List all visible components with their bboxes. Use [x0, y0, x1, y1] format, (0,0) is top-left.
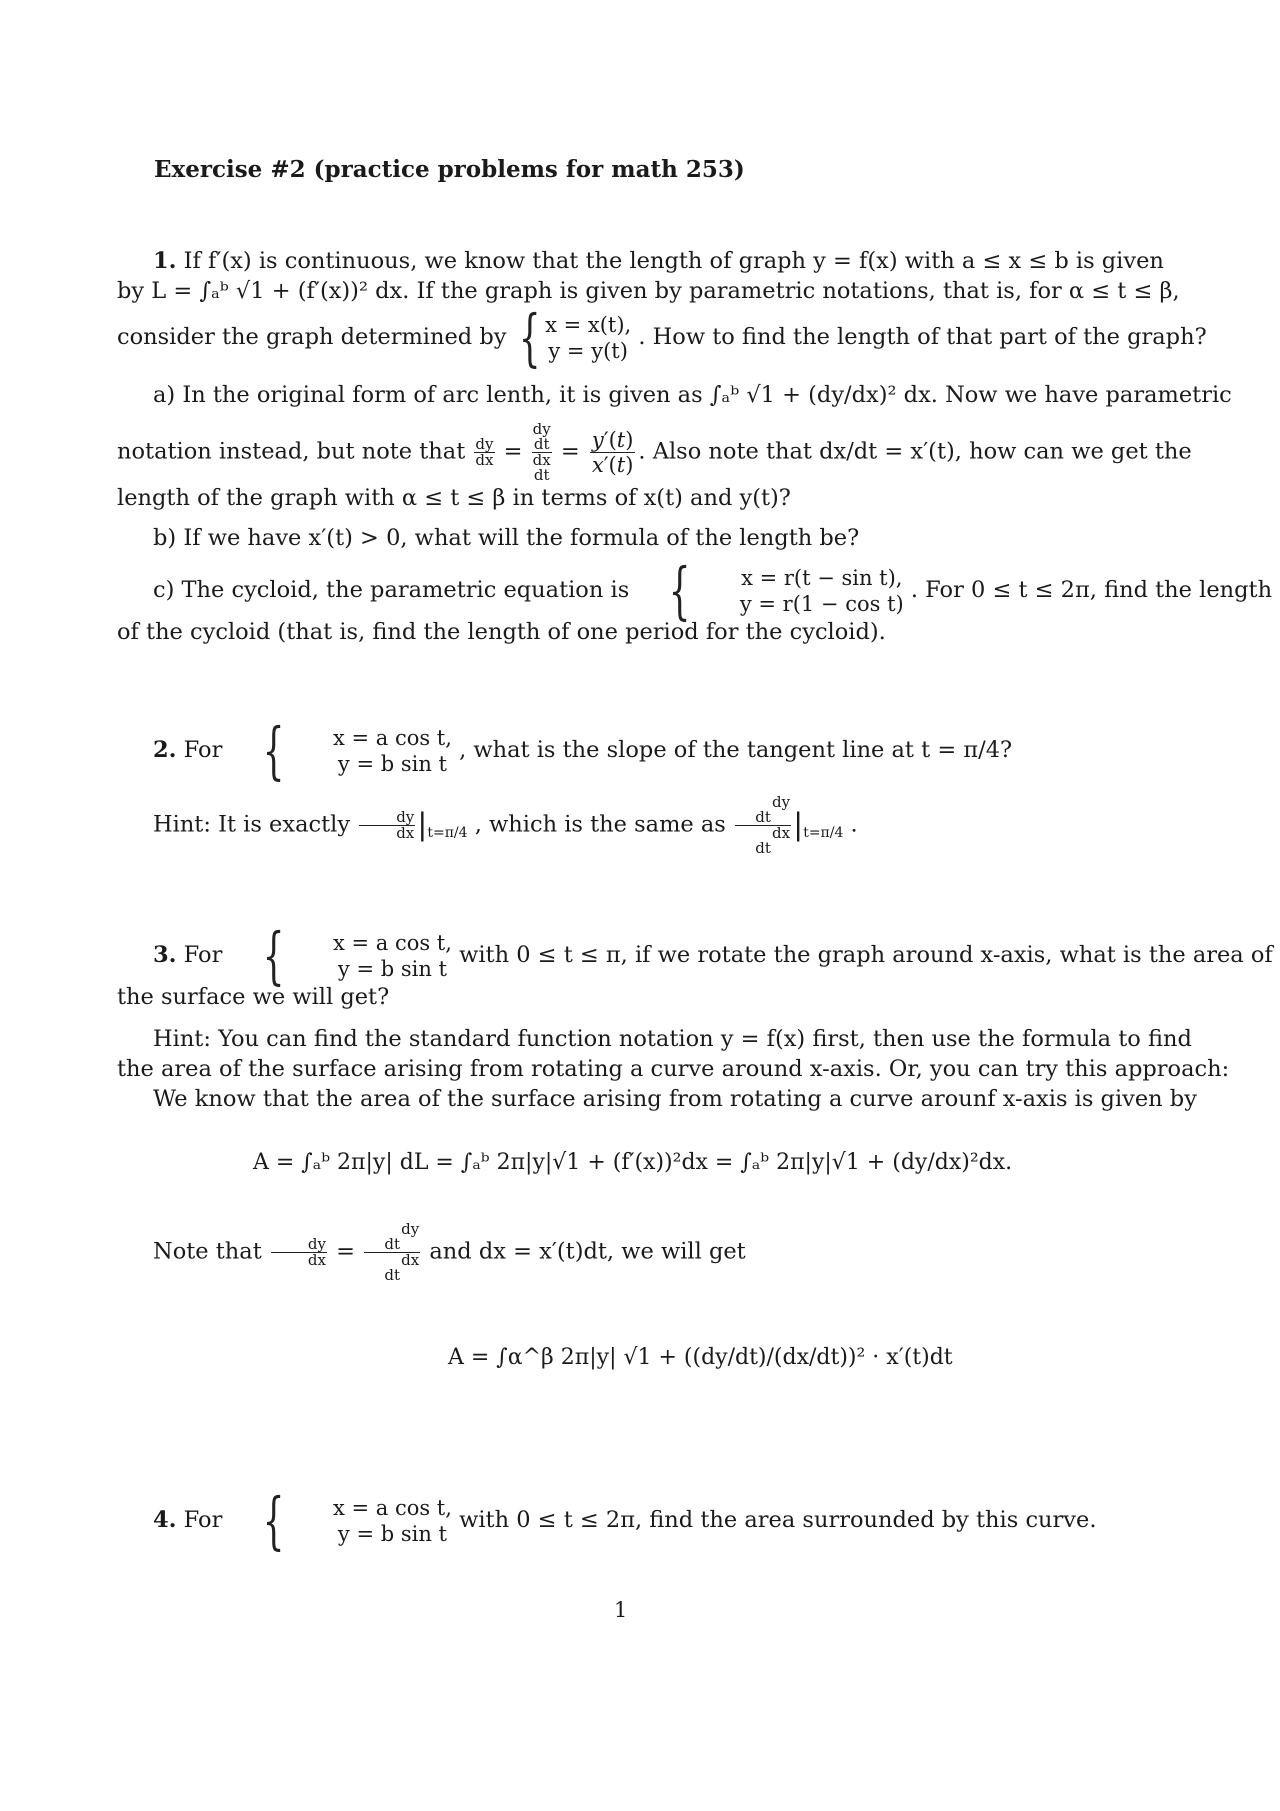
problem-4-line — [117, 1484, 1130, 1557]
problem-2-hint-pre: Hint: It is exactly — [153, 811, 351, 838]
problem-2-hint: Hint: It is exactly $\frac{dy}{dx}$ $|_{t=\pi/4}$ , which is the same as dy dt dx dt $|_{t=\pi/4}$ . — [153, 793, 858, 857]
problem-2-pre: For — [183, 737, 223, 763]
problem-2-post: , what is the slope of the tangent line at t = π/4? — [459, 737, 1013, 763]
problem-1c-line-1 — [117, 554, 1273, 627]
fraction-dydt-dxdt: dy dt dx dt — [735, 795, 791, 856]
system-2-x: x = a cos t, — [332, 726, 452, 750]
left-brace-icon: { — [518, 301, 541, 374]
fraction-yprime-xprime: $\frac{y'(t)}{x'(t)}$ — [591, 428, 634, 477]
problem-1-text-1: If f′(x) is continuous, we know that the length of graph y = f(x) with a ≤ x ≤ b is given — [183, 248, 1164, 274]
fraction-dydt-dxdt: dy dt dx dt — [364, 1222, 420, 1283]
problem-3 — [117, 919, 1273, 1114]
system-1-x: x = x(t), — [545, 313, 632, 337]
problem-3-line-1 — [117, 919, 1273, 992]
problem-1-line-3-pre: consider the graph determined by — [117, 324, 507, 350]
parametric-system-1 — [545, 312, 631, 364]
problem-4-pre: For — [183, 1507, 223, 1533]
problem-2 — [117, 714, 1130, 857]
system-2-y: y = b sin t — [337, 752, 447, 776]
system-1-y: y = y(t) — [548, 339, 628, 363]
left-brace-icon: { — [669, 554, 691, 627]
page-title: Exercise #2 (practice problems for math 253) — [154, 156, 745, 183]
cycloid-y: y = r(1 − cos t) — [739, 592, 904, 616]
problem-2-hint-mid: , which is the same as — [474, 811, 726, 838]
problem-3-hint-1: Hint: You can find the standard function notation y = f(x) first, then use the formula to find — [153, 1026, 1192, 1052]
parametric-system-2 — [297, 725, 452, 777]
system-4-y: y = b sin t — [337, 1522, 447, 1546]
problem-4-number: 4. — [153, 1507, 177, 1533]
system-4-x: x = a cos t, — [332, 1496, 452, 1520]
problem-1a-line-2-post: Also note that dx/dt = x′(t), how can we get the — [652, 438, 1192, 465]
problem-3-note-pre: Note that — [153, 1238, 262, 1265]
problem-1-line-1 — [117, 246, 1164, 276]
problem-1a-line-2-pre: notation instead, but note that — [117, 438, 466, 465]
problem-3-hint-3: We know that the area of the surface arising from rotating a curve arounf x-axis is given by — [153, 1086, 1197, 1112]
parametric-system-cycloid — [704, 565, 904, 617]
evaluation-point: t=π/4 — [427, 825, 468, 841]
page-number: 1 — [614, 1598, 628, 1622]
left-brace-icon: { — [262, 919, 284, 992]
problem-1a-line-2: notation instead, but note that $\frac{dy}{dx}$ = dy dt dx dt = $\frac{y'(t)}{x'(t)}$ . Also note that dx/dt = x′(t), how can we get the — [117, 420, 1192, 484]
problem-4 — [117, 1484, 1130, 1557]
problem-3-post: with 0 ≤ t ≤ π, if we rotate the graph around x-axis, what is the area of — [459, 942, 1273, 968]
evaluation-point: t=π/4 — [803, 825, 844, 841]
fraction-dydt-dxdt: dy dt dx dt — [532, 420, 551, 484]
surface-area-formula-1: A = ∫ₐᵇ 2π|y| dL = ∫ₐᵇ 2π|y|√1 + (f′(x))²dx = ∫ₐᵇ 2π|y|√1 + (dy/dx)²dx. — [253, 1150, 1013, 1175]
problem-3-hint-2: the area of the surface arising from rotating a curve around x-axis. Or, you can try this approach: — [117, 1056, 1230, 1082]
problem-1c-line-1-post: . For 0 ≤ t ≤ 2π, find the length — [910, 577, 1273, 603]
problem-2-number: 2. — [153, 737, 177, 763]
problem-1b-line: b) If we have x′(t) > 0, what will the formula of the length be? — [153, 525, 860, 551]
problem-3-number: 3. — [153, 942, 177, 968]
problem-4-post: with 0 ≤ t ≤ 2π, find the area surrounded by this curve. — [459, 1507, 1097, 1533]
system-3-x: x = a cos t, — [332, 931, 452, 955]
left-brace-icon: { — [262, 1484, 284, 1557]
system-3-y: y = b sin t — [337, 957, 447, 981]
problem-1c-line-2: of the cycloid (that is, find the length of one period for the cycloid). — [117, 619, 886, 645]
problem-1-line-3 — [117, 301, 1207, 374]
problem-1a-line-1: a) In the original form of arc lenth, it is given as ∫ₐᵇ √1 + (dy/dx)² dx. Now we have parametric — [153, 382, 1232, 408]
problem-3-note — [117, 1222, 1130, 1283]
fraction-dy-dx: $\frac{dy}{dx}$ — [475, 435, 494, 469]
problem-1 — [117, 246, 1273, 647]
surface-area-formula-2: A = ∫α^β 2π|y| √1 + ((dy/dt)/(dx/dt))² · x′(t)dt — [448, 1345, 953, 1370]
parametric-system-4 — [297, 1495, 452, 1547]
fraction-dy-dx: $\frac{dy}{dx}$ — [271, 1237, 327, 1268]
problem-1a-line-3: length of the graph with α ≤ t ≤ β in terms of x(t) and y(t)? — [117, 485, 791, 511]
problem-3-line-2: the surface we will get? — [117, 984, 390, 1010]
left-brace-icon: { — [262, 714, 284, 787]
problem-1-number: 1. — [153, 248, 177, 274]
problem-3-note-line: Note that $\frac{dy}{dx}$ = dy dt dx dt and dx = x′(t)dt, we will get — [153, 1220, 746, 1284]
problem-3-pre: For — [183, 942, 223, 968]
fraction-dy-dx: $\frac{dy}{dx}$ — [359, 810, 415, 841]
problem-1c-line-1-pre: c) The cycloid, the parametric equation is — [153, 577, 630, 603]
problem-3-note-post: and dx = x′(t)dt, we will get — [429, 1238, 746, 1265]
cycloid-x: x = r(t − sin t), — [741, 566, 903, 590]
problem-1-line-3-post: . How to find the length of that part of the graph? — [638, 324, 1207, 350]
problem-2-line — [117, 714, 1130, 787]
problem-1-line-2: by L = ∫ₐᵇ √1 + (f′(x))² dx. If the graph is given by parametric notations, that is, for α ≤ t ≤ β, — [117, 278, 1180, 304]
parametric-system-3 — [297, 930, 452, 982]
